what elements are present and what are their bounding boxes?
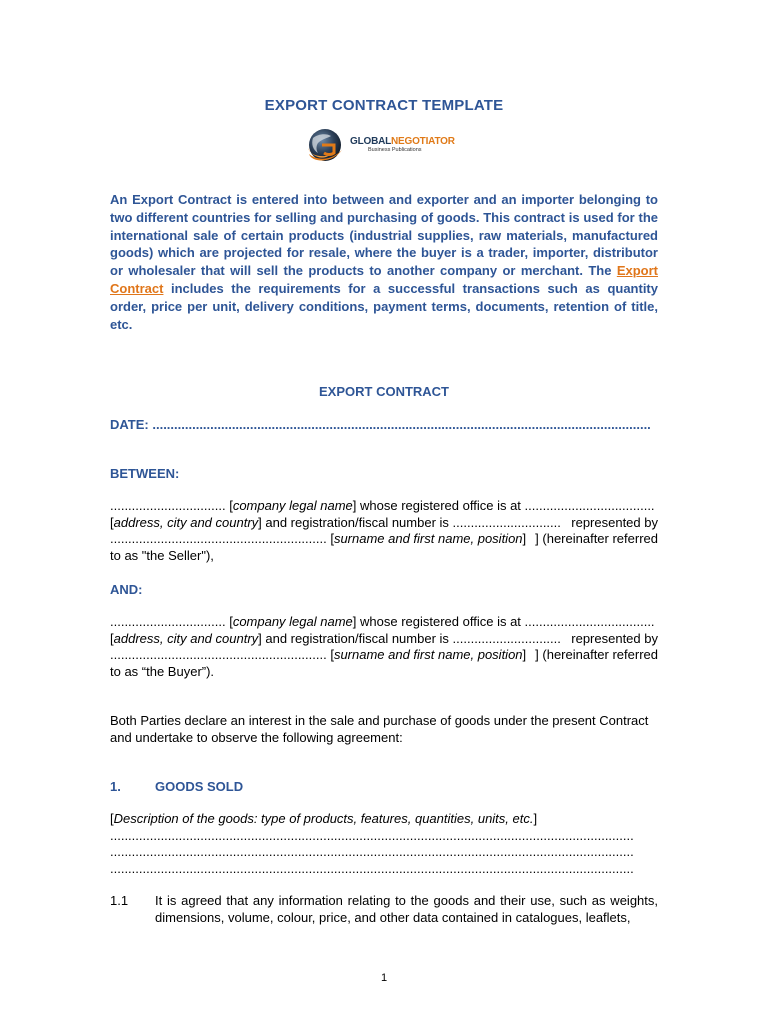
clause-1-1-text: It is agreed that any information relating to the goods and their use, such as weights, dimensions, volume, colour, price, and other data contained in catalogues, leaflets,: [155, 893, 658, 925]
seller-line-4: to as "the Seller"),: [110, 547, 214, 563]
goods-dots-line-3: .................................................................................................................................................: [110, 860, 634, 876]
logo-wordmark: GLOBALNEGOTIATOR: [350, 135, 455, 147]
buyer-line-3: ............................................................ [surname and first name, position] ] (hereinafter referred: [110, 647, 658, 662]
document-title: EXPORT CONTRACT TEMPLATE: [264, 97, 504, 115]
section-1-title: GOODS SOLD: [155, 779, 244, 794]
buyer-paragraph: [110, 614, 658, 680]
page-number: 1: [380, 972, 388, 984]
global-negotiator-logo: [304, 124, 474, 166]
buyer-line-1: ................................ [company legal name] whose registered office is at ....................................: [110, 614, 655, 629]
between-label: BETWEEN:: [110, 466, 180, 481]
seller-line-1: ................................ [company legal name] whose registered office is at ....................................: [110, 498, 655, 513]
date-field: DATE: ..........................................................................................................................................: [110, 417, 651, 432]
goods-description-line: [Description of the goods: type of products, features, quantities, units, etc.]: [110, 811, 538, 826]
seller-line-3: ............................................................ [surname and first name, position] ] (hereinafter referred: [110, 531, 658, 546]
export-contract-link[interactable]: Export Contract: [110, 263, 658, 296]
seller-line-2: [address, city and country] and registration/fiscal number is .............................. represented by: [110, 514, 658, 530]
goods-dots-line-2: .................................................................................................................................................: [110, 844, 634, 859]
and-label: AND:: [110, 582, 143, 597]
parties-paragraph: Both Parties declare an interest in the sale and purchase of goods under the present Contract and undertake to observe the following agreement:: [110, 713, 649, 745]
seller-paragraph: [110, 498, 658, 564]
clause-1-1-number: 1.1: [110, 893, 129, 908]
section-1-number: 1.: [110, 779, 121, 794]
buyer-line-4: to as “the Buyer”).: [110, 663, 215, 679]
logo-tagline: Business Publications: [368, 146, 422, 153]
globe-logo-icon: [304, 124, 346, 166]
intro-paragraph: An Export Contract is entered into between and exporter and an importer belonging to two different countries for selling and purchasing of goods. This contract is used for the international sale of certain products (industrial supplies, raw materials, manufactured goods) which are projected for resale, where the buyer is a trader, importer, distributor or wholesaler that will sell the products to another company or merchant. The Export Contract includes the requirements for a successful transactions such as quantity order, price per unit, delivery conditions, payment terms, documents, retention of title, etc.: [110, 192, 658, 332]
contract-heading: EXPORT CONTRACT: [319, 384, 449, 399]
goods-dots-line-1: .................................................................................................................................................: [110, 827, 634, 843]
goods-description: [110, 811, 658, 877]
buyer-line-2: [address, city and country] and registration/fiscal number is .............................. represented by: [110, 630, 658, 646]
